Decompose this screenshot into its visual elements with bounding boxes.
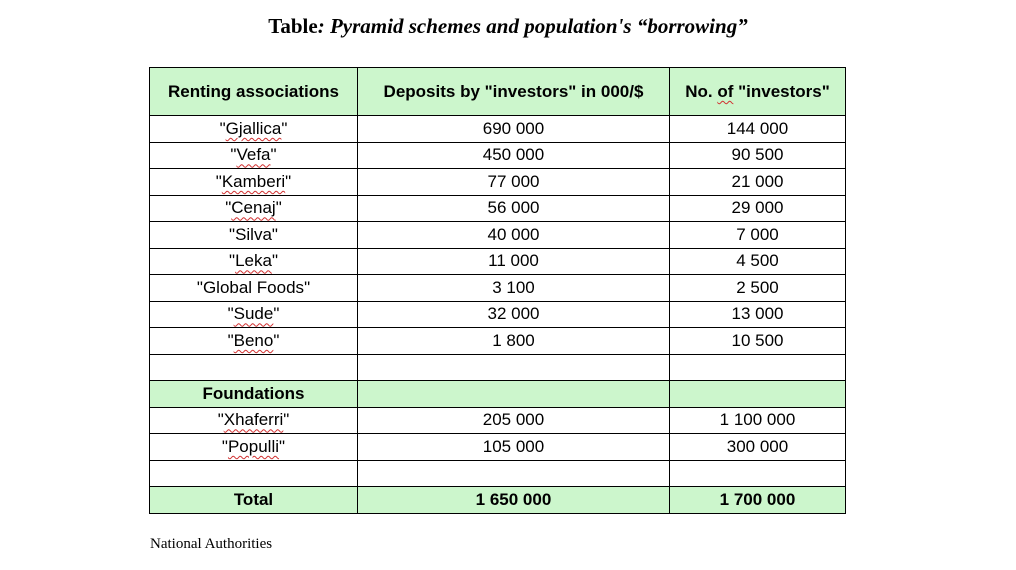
close-quote: " [283, 410, 290, 430]
empty-row [150, 354, 846, 381]
close-quote: " [271, 251, 278, 271]
open-quote: " [227, 330, 234, 350]
open-quote: " [229, 224, 236, 244]
cell-deposits: 56 000 [358, 195, 670, 222]
scheme-name: Xhaferri [223, 410, 284, 430]
cell-scheme-name [150, 222, 358, 249]
open-quote: " [230, 145, 237, 165]
cell-scheme-name [150, 301, 358, 328]
empty-cell [358, 354, 670, 381]
table-title [0, 12, 1016, 40]
cell-scheme-name [150, 195, 358, 222]
cell-scheme-name [150, 248, 358, 275]
foundations-section-row [150, 381, 846, 408]
table-row [150, 328, 846, 355]
table-row [150, 116, 846, 143]
table-row [150, 434, 846, 461]
cell-deposits: 40 000 [358, 222, 670, 249]
cell-scheme-name [150, 275, 358, 302]
empty-cell [358, 460, 670, 487]
cell-investors: 90 500 [670, 142, 846, 169]
scheme-name: Beno [233, 330, 274, 350]
open-quote: " [225, 198, 232, 218]
empty-cell [670, 381, 846, 408]
empty-cell [670, 354, 846, 381]
open-quote: " [227, 304, 234, 324]
header-investors-suffix: "investors" [733, 82, 830, 101]
cell-investors: 300 000 [670, 434, 846, 461]
cell-investors: 4 500 [670, 248, 846, 275]
scheme-name: Vefa [236, 145, 271, 165]
cell-investors: 144 000 [670, 116, 846, 143]
open-quote: " [196, 277, 203, 297]
open-quote: " [215, 171, 222, 191]
scheme-name: Populli [227, 436, 280, 456]
scheme-name: Sude [233, 304, 274, 324]
scheme-name: Cenaj [231, 198, 276, 218]
cell-investors: 7 000 [670, 222, 846, 249]
close-quote: " [281, 118, 288, 138]
source-note: National Authorities [150, 536, 273, 552]
total-row [150, 487, 846, 514]
cell-deposits: 105 000 [358, 434, 670, 461]
total-label: Total [150, 487, 358, 514]
cell-scheme-name [150, 434, 358, 461]
close-quote: " [273, 330, 280, 350]
open-quote: " [229, 251, 236, 271]
title-caption: Pyramid schemes and population's “borrowing” [324, 14, 748, 38]
cell-scheme-name [150, 328, 358, 355]
open-quote: " [219, 118, 226, 138]
cell-scheme-name [150, 142, 358, 169]
cell-scheme-name [150, 169, 358, 196]
table-row [150, 222, 846, 249]
cell-deposits: 205 000 [358, 407, 670, 434]
scheme-name: Global Foods [202, 277, 305, 297]
close-quote: " [271, 224, 278, 244]
empty-cell [150, 460, 358, 487]
cell-scheme-name [150, 407, 358, 434]
cell-deposits: 77 000 [358, 169, 670, 196]
foundations-label: Foundations [150, 381, 358, 408]
open-quote: " [221, 436, 228, 456]
close-quote: " [304, 277, 311, 297]
table-header-row [150, 68, 846, 116]
close-quote: " [273, 304, 280, 324]
cell-deposits: 1 800 [358, 328, 670, 355]
table-row [150, 142, 846, 169]
cell-deposits: 32 000 [358, 301, 670, 328]
header-number-of-investors [670, 68, 846, 116]
cell-deposits: 11 000 [358, 248, 670, 275]
close-quote: " [285, 171, 292, 191]
table-row [150, 407, 846, 434]
total-investors: 1 700 000 [670, 487, 846, 514]
header-deposits: Deposits by "investors" in 000/$ [358, 68, 670, 116]
scheme-name: Leka [235, 251, 272, 271]
table-row [150, 275, 846, 302]
scheme-name: Gjallica [225, 118, 282, 138]
table-row [150, 301, 846, 328]
header-renting-associations: Renting associations [150, 68, 358, 116]
title-prefix: Table [268, 14, 318, 38]
empty-cell [358, 381, 670, 408]
empty-cell [150, 354, 358, 381]
scheme-name: Kamberi [221, 171, 286, 191]
cell-deposits: 450 000 [358, 142, 670, 169]
empty-row [150, 460, 846, 487]
pyramid-schemes-table [149, 67, 846, 514]
open-quote: " [217, 410, 224, 430]
table-row [150, 195, 846, 222]
cell-investors: 13 000 [670, 301, 846, 328]
header-no-prefix: No. [685, 82, 718, 101]
scheme-name: Silva [235, 224, 272, 244]
cell-investors: 1 100 000 [670, 407, 846, 434]
cell-investors: 29 000 [670, 195, 846, 222]
cell-scheme-name [150, 116, 358, 143]
title-colon: : [317, 14, 325, 38]
close-quote: " [270, 145, 277, 165]
cell-deposits: 690 000 [358, 116, 670, 143]
cell-deposits: 3 100 [358, 275, 670, 302]
cell-investors: 10 500 [670, 328, 846, 355]
header-of-word: of [717, 82, 734, 101]
table-row [150, 169, 846, 196]
total-deposits: 1 650 000 [358, 487, 670, 514]
cell-investors: 2 500 [670, 275, 846, 302]
close-quote: " [275, 198, 282, 218]
empty-cell [670, 460, 846, 487]
close-quote: " [279, 436, 286, 456]
cell-investors: 21 000 [670, 169, 846, 196]
table-row [150, 248, 846, 275]
